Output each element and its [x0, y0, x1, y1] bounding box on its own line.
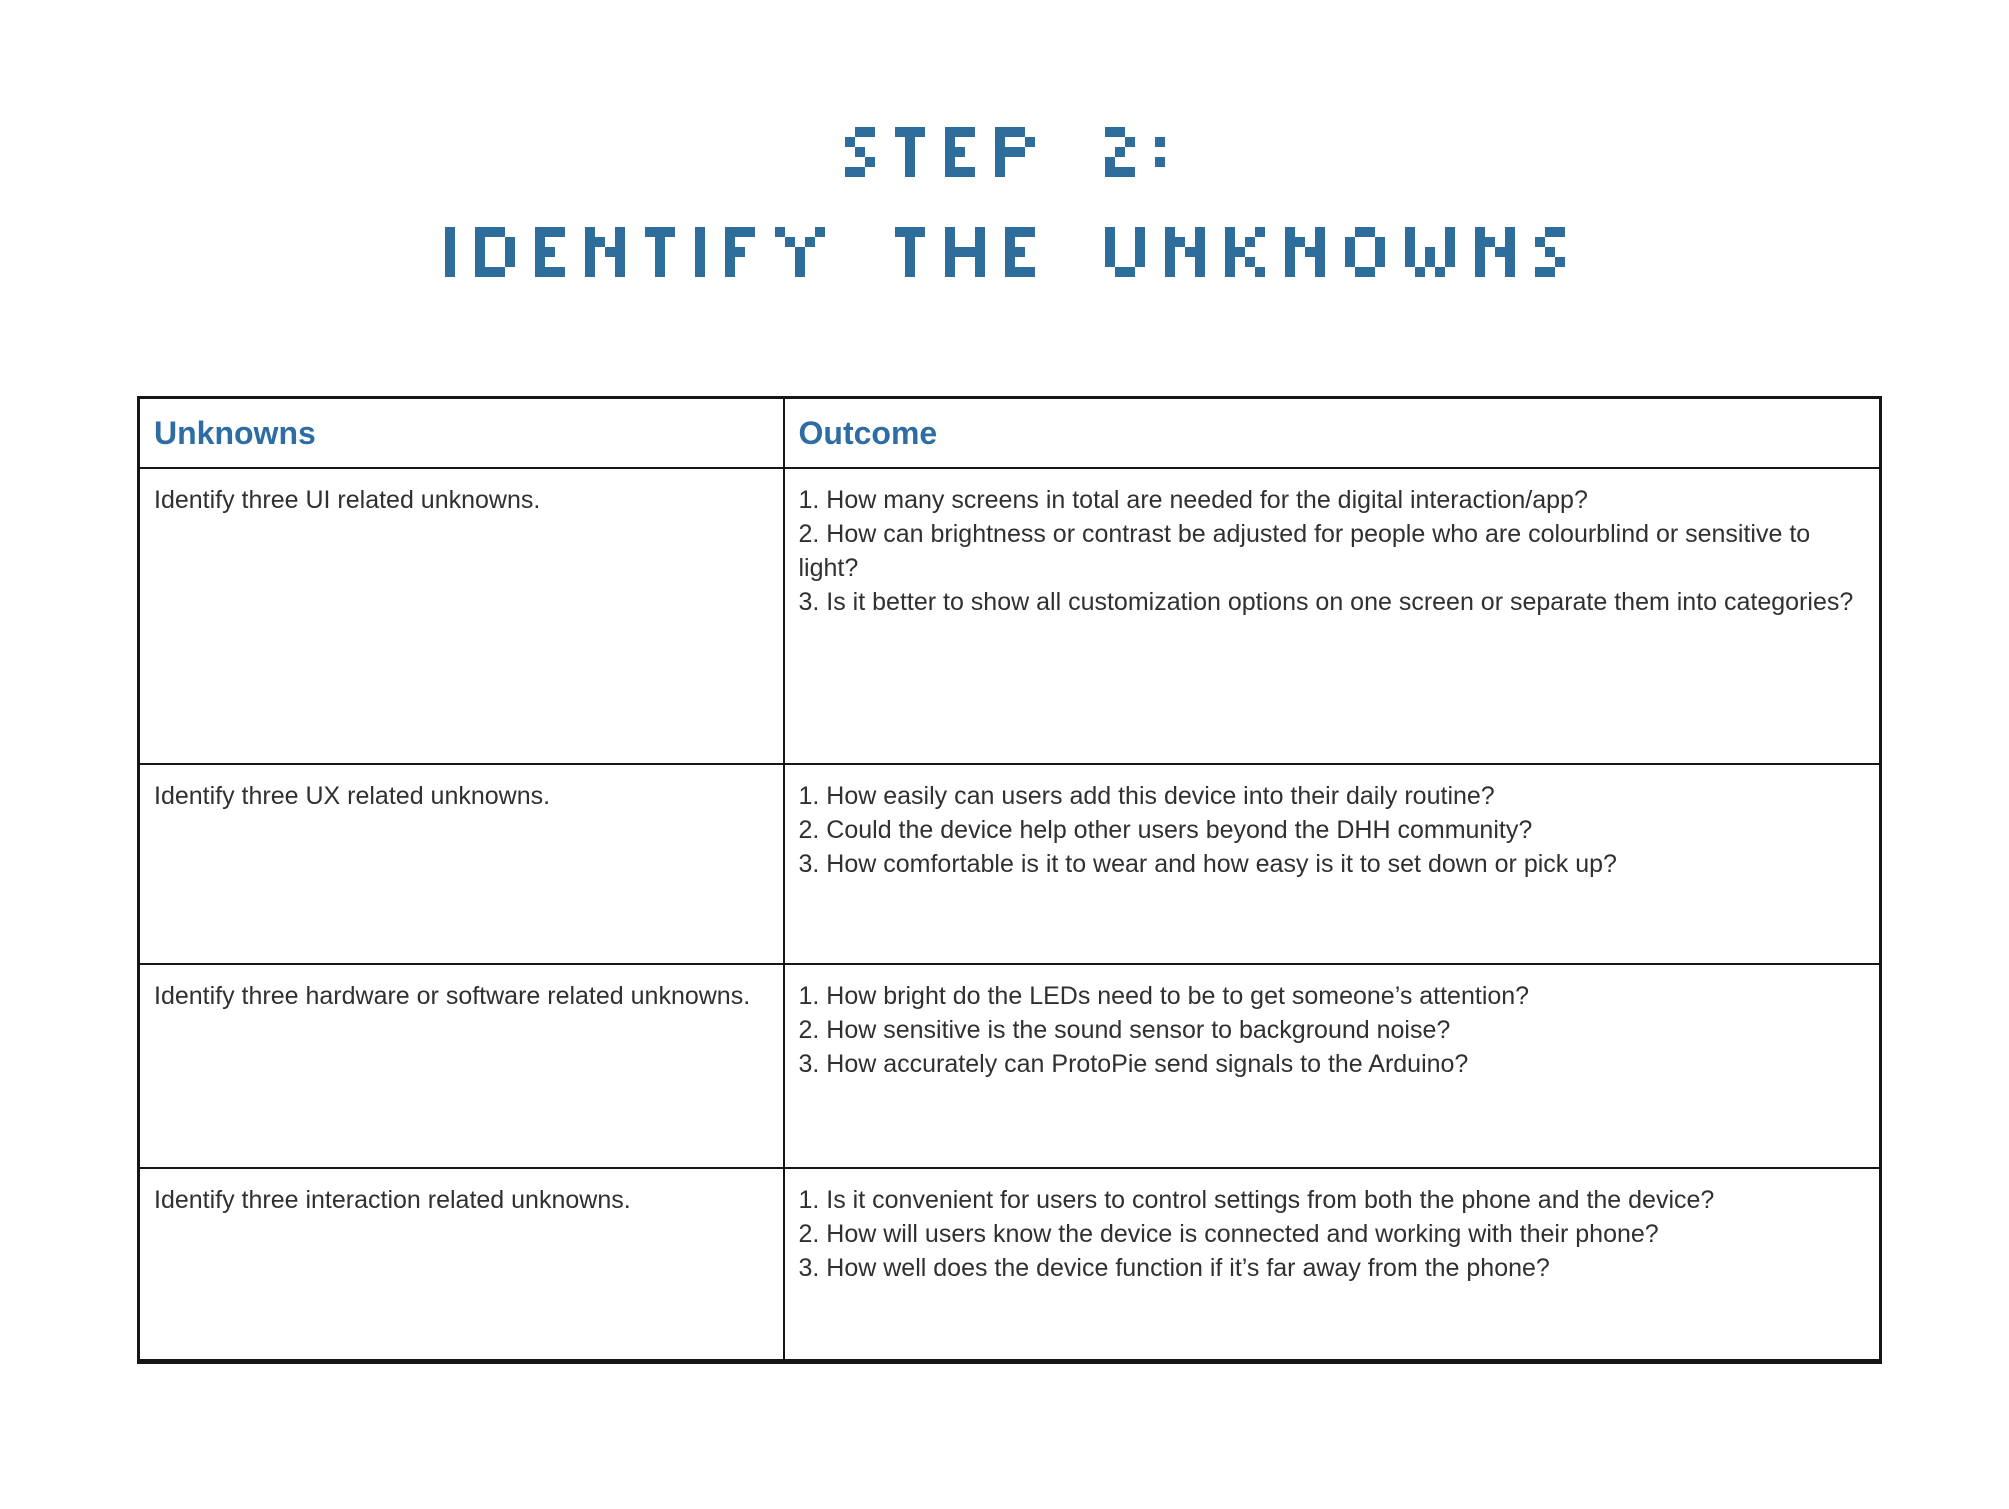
column-header-outcome: Outcome — [784, 398, 1881, 469]
unknown-cell: Identify three hardware or software related unknowns. — [139, 964, 784, 1168]
unknown-cell: Identify three interaction related unknowns. — [139, 1168, 784, 1361]
outcome-item: 2. Could the device help other users beyond the DHH community? — [798, 816, 1533, 844]
outcome-cell — [784, 1168, 1881, 1361]
outcome-item: 3. Is it better to show all customization options on one screen or separate them into categories? — [798, 588, 1854, 616]
table-row — [139, 964, 1881, 1168]
page-title — [0, 127, 2009, 277]
outcome-item: 2. How will users know the device is connected and working with their phone? — [798, 1220, 1659, 1248]
outcome-item: 1. How many screens in total are needed for the digital interaction/app? — [798, 486, 1588, 514]
table-row — [139, 764, 1881, 964]
outcome-item: 3. How accurately can ProtoPie send signals to the Arduino? — [798, 1050, 1469, 1078]
table-row — [139, 468, 1881, 764]
outcome-cell — [784, 764, 1881, 964]
unknown-cell: Identify three UX related unknowns. — [139, 764, 784, 964]
title-line-2 — [445, 227, 1565, 277]
outcome-item: 1. Is it convenient for users to control settings from both the phone and the device? — [798, 1186, 1715, 1214]
column-header-unknowns: Unknowns — [139, 398, 784, 469]
table-row — [139, 1168, 1881, 1361]
outcome-item: 1. How bright do the LEDs need to be to get someone’s attention? — [798, 982, 1530, 1010]
outcome-cell — [784, 468, 1881, 764]
outcome-item: 3. How well does the device function if it’s far away from the phone? — [798, 1254, 1550, 1282]
unknown-cell: Identify three UI related unknowns. — [139, 468, 784, 764]
unknowns-table — [137, 396, 1882, 1364]
outcome-item: 3. How comfortable is it to wear and how easy is it to set down or pick up? — [798, 850, 1617, 878]
table-header-row — [139, 398, 1881, 469]
outcome-item: 1. How easily can users add this device into their daily routine? — [798, 782, 1495, 810]
outcome-item: 2. How sensitive is the sound sensor to background noise? — [798, 1016, 1451, 1044]
outcome-item: 2. How can brightness or contrast be adjusted for people who are colourblind or sensitive to light? — [798, 520, 1811, 582]
outcome-cell — [784, 964, 1881, 1168]
title-line-1 — [845, 127, 1165, 177]
